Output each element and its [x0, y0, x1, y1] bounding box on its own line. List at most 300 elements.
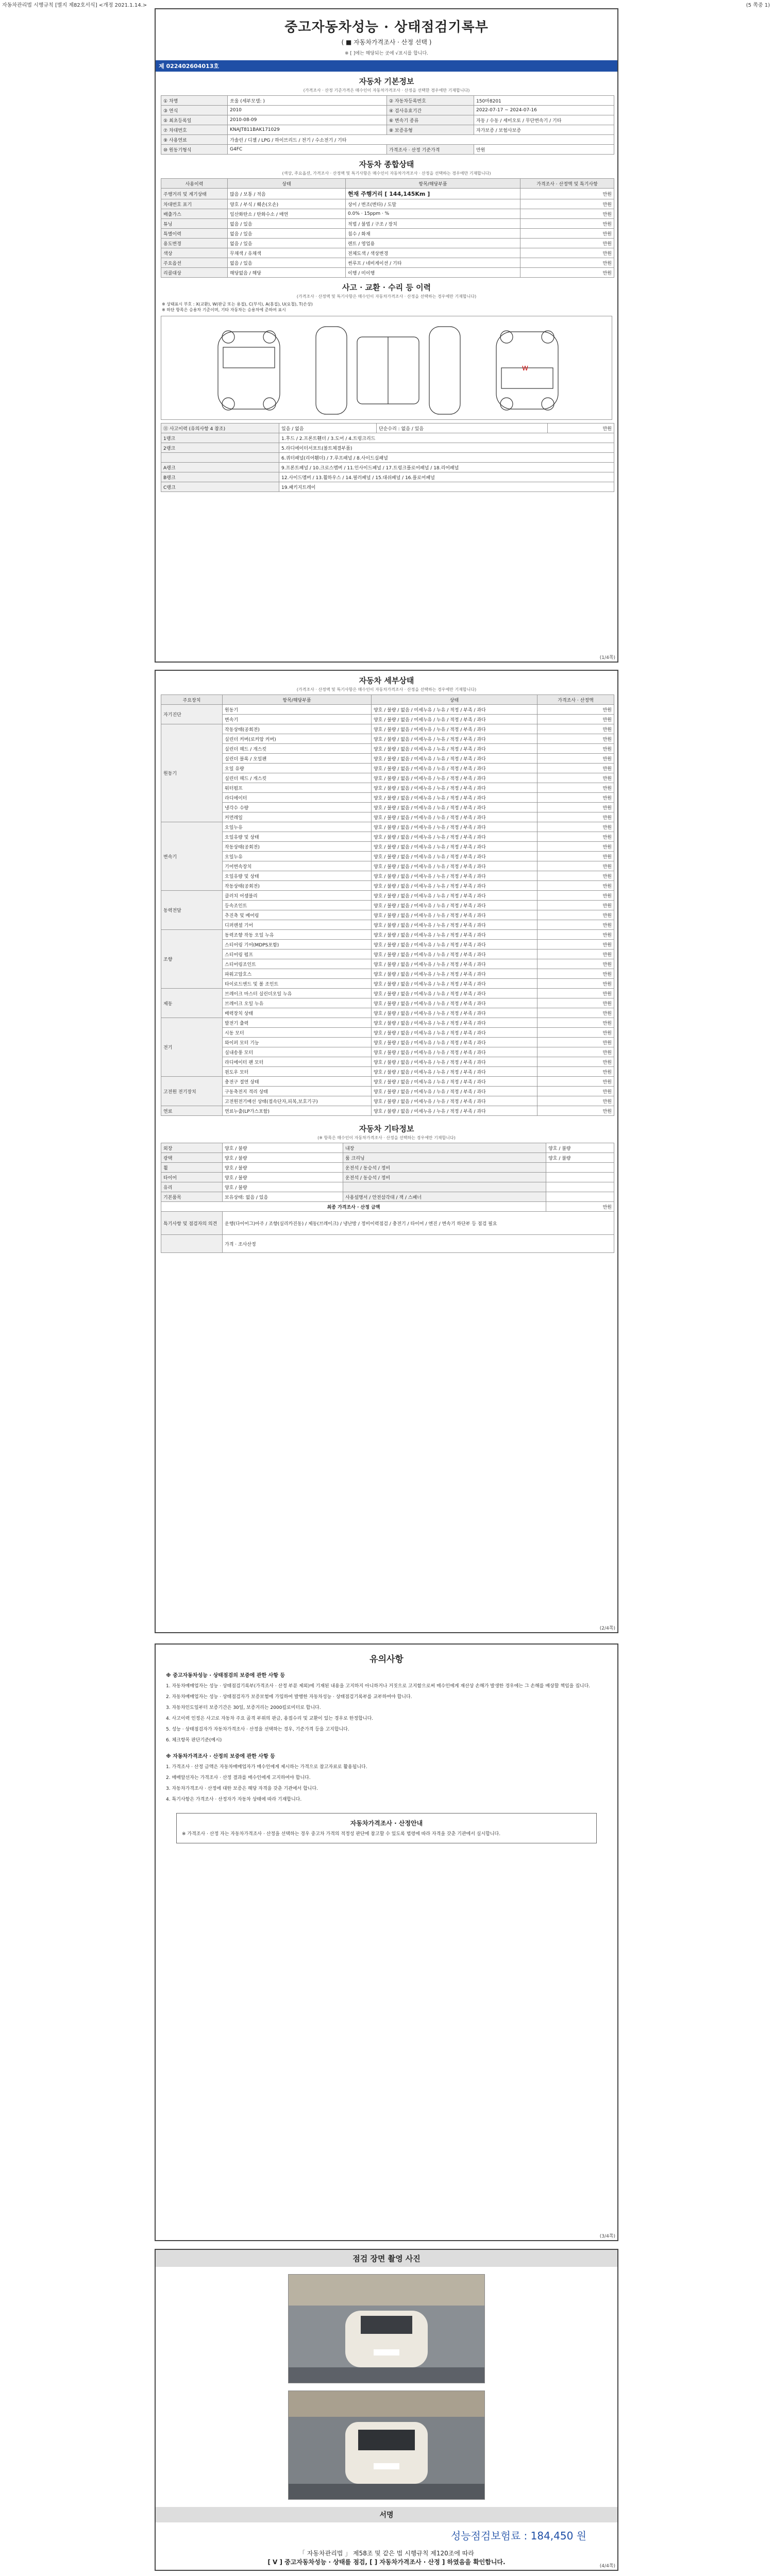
part-name: 구동축전지 격리 상태	[223, 1087, 372, 1096]
row-state: 없음 / 있음	[228, 239, 346, 248]
table-row	[161, 891, 614, 901]
part-name: 실린더 커버(로커암 커버)	[223, 734, 372, 744]
value-fuel: 가솔린 / 디젤 / LPG / 하이브리드 / 전기 / 수소전기 / 기타	[228, 135, 614, 145]
part-status: 양호 / 불량 / 없음 / 미세누유 / 누유 / 적정 / 부족 / 과다	[372, 783, 537, 793]
part-name: 추진축 및 베어링	[223, 910, 372, 920]
table-row	[161, 724, 614, 734]
other-value-2	[546, 1163, 614, 1173]
document-title: 중고자동차성능 · 상태점검기록부	[284, 20, 489, 35]
part-name: 실린더 블록 / 오일팬	[223, 754, 372, 764]
part-price: 만원	[537, 920, 614, 930]
part-status: 양호 / 불량 / 없음 / 미세누유 / 누유 / 적정 / 부족 / 과다	[372, 1008, 537, 1018]
row-detail: 0.0% · 15ppm · %	[346, 209, 520, 219]
device-name: 제동	[161, 989, 223, 1018]
table-row	[161, 822, 614, 832]
row-state: 없음 / 있음	[228, 219, 346, 229]
table-row	[161, 959, 614, 969]
part-name: 파워고압호스	[223, 969, 372, 979]
price-guide-title: 자동차가격조사 · 산정안내	[350, 1820, 423, 1827]
part-price: 만원	[537, 959, 614, 969]
rank-label	[161, 453, 279, 463]
other-value: 양호 / 불량	[223, 1153, 343, 1163]
part-price: 만원	[537, 969, 614, 979]
table-row	[161, 754, 614, 764]
part-price: 만원	[537, 705, 614, 715]
table-row	[161, 744, 614, 754]
rank-parts: 5.라디에이터서포트(볼트체결부품)	[279, 443, 614, 453]
part-name: 연료누출(LP가스포함)	[223, 1106, 372, 1116]
part-price: 만원	[537, 812, 614, 822]
page-2	[155, 670, 618, 1633]
total-label: 최종 가격조사 · 산정 금액	[161, 1202, 546, 1212]
table-row	[161, 443, 614, 453]
other-note: (※ 항목은 매수인이 자동차가격조사 · 산정을 선택하는 경우에만 기재합니다)	[317, 1136, 456, 1140]
form-reference: 자동차관리법 시행규칙 [별지 제82호서식] <개정 2021.1.14.>	[2, 3, 147, 8]
note-paragraph: 5. 성능 · 상태점검자가 자동차가격조사 · 산정을 선택하는 경우, 기준가격 등을 고지합니다.	[166, 1727, 349, 1732]
label-warranty: ⑧ 보증유형	[387, 125, 474, 135]
table-row	[161, 1008, 614, 1018]
special-value: 운행(다이어그)아주 / 조향(실리카진동) / 제동(브레이크) / 냉난방 / 정비이력점검 / 충전기 / 타이어 / 엔진 / 변속기 하단부 등 점검 필요	[223, 1212, 614, 1235]
other-title: 자동차 기타정보	[359, 1124, 414, 1133]
page-count: (5 쪽중 1)	[746, 3, 770, 8]
rank-parts: 12.사이드멤버 / 13.휠하우스 / 14.필러패널 / 15.대쉬패널 / 16.플로어패널	[279, 472, 614, 482]
row-detail: 상이 / 변조(변타) / 도말	[346, 199, 520, 209]
table-row	[161, 861, 614, 871]
row-state: 해당없음 / 해당	[228, 268, 346, 278]
total-value: 만원	[546, 1202, 614, 1212]
row-label: 색상	[161, 248, 228, 258]
part-status: 양호 / 불량 / 없음 / 미세누유 / 누유 / 적정 / 부족 / 과다	[372, 852, 537, 861]
table-row	[161, 106, 614, 115]
overview-table	[161, 178, 614, 278]
part-status: 양호 / 불량 / 없음 / 미세누유 / 누유 / 적정 / 부족 / 과다	[372, 1067, 537, 1077]
other-value: 양호 / 불량	[223, 1163, 343, 1173]
row-label: 주요옵션	[161, 258, 228, 268]
other-label: 외장	[161, 1143, 223, 1153]
value-base-price: 만원	[474, 145, 614, 155]
label-inspection: ④ 검사유효기간	[387, 106, 474, 115]
table-row	[161, 842, 614, 852]
other-value: 보유상태: 없음 / 있음	[223, 1192, 343, 1202]
part-name: 작동상태(공회전)	[223, 881, 372, 891]
overview-title: 자동차 종합상태	[359, 160, 414, 169]
other-value-2	[546, 1173, 614, 1182]
part-status: 양호 / 불량 / 없음 / 미세누유 / 누유 / 적정 / 부족 / 과다	[372, 998, 537, 1008]
part-status: 양호 / 불량 / 없음 / 미세누유 / 누유 / 적정 / 부족 / 과다	[372, 842, 537, 852]
note-paragraph: 4. 특기사항은 가격조사 · 산정자가 자동차 상태에 따라 기재합니다.	[166, 1797, 302, 1802]
table-row	[161, 433, 614, 443]
row-state: 무채색 / 유채색	[228, 248, 346, 258]
other-label-2: 내장	[343, 1143, 546, 1153]
label-car-name: ① 차명	[161, 96, 228, 106]
part-price: 만원	[537, 852, 614, 861]
note-paragraph: 1. 가격조사 · 산정 금액은 자동차매매업자가 매수인에게 제시하는 가격으로 참고자료로 활용됩니다.	[166, 1765, 367, 1770]
page-number: (4/4쪽)	[599, 2564, 615, 2569]
row-detail: 렌트 / 영업용	[346, 239, 520, 248]
document-subtitle: ( ■ 자동차가격조사 · 산정 선택 )	[341, 39, 432, 46]
other-table	[161, 1143, 614, 1253]
row-unit: 만원	[520, 219, 614, 229]
table-row	[161, 1235, 614, 1253]
part-price: 만원	[537, 998, 614, 1008]
row-unit: 만원	[520, 239, 614, 248]
part-name: 배력장치 상태	[223, 1008, 372, 1018]
part-price: 만원	[537, 1087, 614, 1096]
other-label-2: 운전석 / 동승석 / 정비	[343, 1173, 546, 1182]
part-name: 등속조인트	[223, 901, 372, 910]
price-guide-box	[176, 1813, 597, 1843]
other-value: 양호 / 불량	[223, 1173, 343, 1182]
law-statement-2: [ V ] 중고자동차성능 · 상태를 점검, [ ] 자동차가격조사 · 산정 ] 하였음을 확인합니다.	[267, 2558, 506, 2566]
row-label: 특별이력	[161, 229, 228, 239]
part-price: 만원	[537, 1067, 614, 1077]
part-status: 양호 / 불량 / 없음 / 미세누유 / 누유 / 적정 / 부족 / 과다	[372, 959, 537, 969]
part-name: 발전기 출력	[223, 1018, 372, 1028]
row-unit: 만원	[520, 209, 614, 219]
table-row	[161, 1038, 614, 1047]
row-label: 주행거리 및 계기상태	[161, 189, 228, 199]
part-status: 양호 / 불량 / 없음 / 미세누유 / 누유 / 적정 / 부족 / 과다	[372, 773, 537, 783]
part-status: 양호 / 불량 / 없음 / 미세누유 / 누유 / 적정 / 부족 / 과다	[372, 920, 537, 930]
part-price: 만원	[537, 950, 614, 959]
table-row	[161, 881, 614, 891]
part-status: 양호 / 불량 / 없음 / 미세누유 / 누유 / 적정 / 부족 / 과다	[372, 1038, 537, 1047]
part-status: 양호 / 불량 / 없음 / 미세누유 / 누유 / 적정 / 부족 / 과다	[372, 822, 537, 832]
table-row	[161, 764, 614, 773]
rank-parts: 9.프론트패널 / 10.크로스멤버 / 11.인사이드패널 / 17.트렁크플로어패널 / 18.리어패널	[279, 463, 614, 472]
other-value: 양호 / 불량	[223, 1182, 343, 1192]
part-name: 충전구 절연 상태	[223, 1077, 372, 1087]
sign-title: 서명	[156, 2507, 617, 2522]
accident-repair: 단순수리 : 없음 / 있음	[377, 423, 548, 433]
table-row	[161, 871, 614, 881]
part-status: 양호 / 불량 / 없음 / 미세누유 / 누유 / 적정 / 부족 / 과다	[372, 901, 537, 910]
row-unit: 만원	[520, 229, 614, 239]
row-unit: 만원	[520, 268, 614, 278]
document-number: 제 022402604013호	[156, 60, 617, 72]
part-name: 라디에이터 팬 모터	[223, 1057, 372, 1067]
page-number: (1/4쪽)	[599, 655, 615, 660]
rank-label: B랭크	[161, 472, 279, 482]
note-paragraph: 3. 자동차인도일부터 보증기간은 30일, 보증거리는 2000킬로미터로 합니다.	[166, 1705, 321, 1710]
col-state: 상태	[228, 179, 346, 189]
other-value-2	[546, 1192, 614, 1202]
other-value: 양호 / 불량	[223, 1143, 343, 1153]
rank-parts: 6.쿼터패널(리어휀더) / 7.루프패널 / 8.사이드실패널	[279, 453, 614, 463]
part-price: 만원	[537, 1008, 614, 1018]
table-row	[161, 998, 614, 1008]
part-name: 디퍼렌셜 기어	[223, 920, 372, 930]
table-row	[161, 1202, 614, 1212]
other-label-2: 운전석 / 동승석 / 정비	[343, 1163, 546, 1173]
detail-note: (가격조사 · 산정액 및 특기사항은 매수인이 자동차가격조사 · 산정을 선택하는 경우에만 기재합니다)	[296, 687, 477, 692]
table-row	[161, 940, 614, 950]
part-status: 양호 / 불량 / 없음 / 미세누유 / 누유 / 적정 / 부족 / 과다	[372, 744, 537, 754]
table-row	[161, 1163, 614, 1173]
table-row	[161, 901, 614, 910]
row-state: 없음 / 있음	[228, 229, 346, 239]
table-row	[161, 189, 614, 199]
note-paragraph: 4. 사고이력 인정은 사고로 자동차 주요 골격 부위의 판금, 용접수리 및 교환이 있는 경우로 한정합니다.	[166, 1716, 374, 1721]
page-1	[155, 8, 618, 663]
col-history: 사용이력	[161, 179, 228, 189]
part-status: 양호 / 불량 / 없음 / 미세누유 / 누유 / 적정 / 부족 / 과다	[372, 793, 537, 803]
label-vin: ⑦ 차대번호	[161, 125, 228, 135]
part-price: 만원	[537, 744, 614, 754]
other-label-2: 사용설명서 / 안전삼각대 / 잭 / 스패너	[343, 1192, 546, 1202]
row-unit: 만원	[520, 258, 614, 268]
part-price: 만원	[537, 1047, 614, 1057]
rank-label: A랭크	[161, 463, 279, 472]
table-row	[161, 803, 614, 812]
detail-table	[161, 694, 614, 1116]
note-paragraph: 2. 매매알선자는 가격조사 · 산정 결과를 매수인에게 고지하여야 합니다.	[166, 1775, 311, 1781]
col-price: 가격조사 · 산정액 및 특기사항	[520, 179, 614, 189]
special-value-2: 가격 · 조사산정	[223, 1235, 614, 1253]
row-state: 없음 / 있음	[228, 258, 346, 268]
value-warranty: 자가보증 / 보험사보증	[474, 125, 614, 135]
part-status: 양호 / 불량 / 없음 / 미세누유 / 누유 / 적정 / 부족 / 과다	[372, 1018, 537, 1028]
label-engine: ⑩ 원동기형식	[161, 145, 228, 155]
part-status: 양호 / 불량 / 없음 / 미세누유 / 누유 / 적정 / 부족 / 과다	[372, 861, 537, 871]
row-label: 차대번호 표기	[161, 199, 228, 209]
table-row	[161, 472, 614, 482]
part-status: 양호 / 불량 / 없음 / 미세누유 / 누유 / 적정 / 부족 / 과다	[372, 715, 537, 724]
part-name: 실린더 헤드 / 개스킷	[223, 744, 372, 754]
col-item: 항목/해당부품	[346, 179, 520, 189]
part-status: 양호 / 불량 / 없음 / 미세누유 / 누유 / 적정 / 부족 / 과다	[372, 1057, 537, 1067]
table-row	[161, 1018, 614, 1028]
part-status: 양호 / 불량 / 없음 / 미세누유 / 누유 / 적정 / 부족 / 과다	[372, 881, 537, 891]
row-detail: 적법 / 불법 / 구조 / 장치	[346, 219, 520, 229]
part-name: 원동기	[223, 705, 372, 715]
law-statement-1: 「 자동차관리법 」 제58조 및 같은 법 시행규칙 제120조에 따라	[299, 2550, 474, 2557]
other-value-2: 양호 / 불량	[546, 1143, 614, 1153]
svg-text:W: W	[522, 365, 528, 372]
insurance-cost: 성능점검보험료 : 184,450 원	[450, 2530, 586, 2542]
table-row	[161, 125, 614, 135]
special-label: 특기사항 및 점검자의 의견	[161, 1212, 223, 1235]
part-price: 만원	[537, 1057, 614, 1067]
part-status: 양호 / 불량 / 없음 / 미세누유 / 누유 / 적정 / 부족 / 과다	[372, 979, 537, 989]
table-row	[161, 773, 614, 783]
table-row	[161, 979, 614, 989]
col-part: 항목/해당부품	[223, 695, 372, 705]
part-name: 타이로드엔드 및 볼 조인트	[223, 979, 372, 989]
value-car-name: 쏘울 (세부모델: )	[228, 96, 387, 106]
row-label: 용도변경	[161, 239, 228, 248]
table-row	[161, 1153, 614, 1163]
car-photo-icon	[289, 2275, 484, 2383]
table-row	[161, 1047, 614, 1057]
accident-unit: 만원	[548, 423, 614, 433]
accident-table	[161, 423, 614, 492]
label-transmission: ⑥ 변속기 종류	[387, 115, 474, 125]
page-number: (3/4쪽)	[599, 2234, 615, 2239]
part-name: 라디에이터	[223, 793, 372, 803]
other-label-2	[343, 1182, 546, 1192]
col-price: 가격조사 · 산정액	[537, 695, 614, 705]
row-state: 양호 / 부식 / 훼손(오손)	[228, 199, 346, 209]
table-row	[161, 793, 614, 803]
part-name: 실린더 헤드 / 개스킷	[223, 773, 372, 783]
part-name: 스티어링조인트	[223, 959, 372, 969]
part-name: 윈도우 모터	[223, 1067, 372, 1077]
device-name: 동력전달	[161, 891, 223, 930]
part-name: 브레이크 마스터 실린더오일 누유	[223, 989, 372, 998]
notes-title: 유의사항	[369, 1654, 404, 1665]
other-label: 광택	[161, 1153, 223, 1163]
table-row	[161, 115, 614, 125]
row-detail: 이행 / 미이행	[346, 268, 520, 278]
table-row	[161, 423, 614, 433]
row-unit: 만원	[520, 199, 614, 209]
device-name: 원동기	[161, 724, 223, 822]
inspection-photo-rear	[288, 2391, 485, 2500]
accident-note: (가격조사 · 산정액 및 특기사항은 매수인이 자동차가격조사 · 산정을 선택하는 경우에만 기재합니다)	[296, 294, 477, 299]
part-price: 만원	[537, 842, 614, 852]
table-row	[161, 1067, 614, 1077]
accident-legend-2: ※ 하단 항목은 승용차 기준이며, 기타 자동차는 승용차에 준하여 표시	[162, 308, 286, 312]
part-price: 만원	[537, 891, 614, 901]
table-row	[161, 1212, 614, 1235]
part-status: 양호 / 불량 / 없음 / 미세누유 / 누유 / 적정 / 부족 / 과다	[372, 940, 537, 950]
part-price: 만원	[537, 764, 614, 773]
table-row	[161, 209, 614, 219]
photo-title: 점검 장면 촬영 사진	[156, 2250, 617, 2267]
table-row	[161, 453, 614, 463]
part-status: 양호 / 불량 / 없음 / 미세누유 / 누유 / 적정 / 부족 / 과다	[372, 734, 537, 744]
part-status: 양호 / 불량 / 없음 / 미세누유 / 누유 / 적정 / 부족 / 과다	[372, 891, 537, 901]
table-row	[161, 715, 614, 724]
part-price: 만원	[537, 783, 614, 793]
row-unit: 만원	[520, 189, 614, 199]
accident-legend: ※ 상태표시 부호 : X(교환), W(판금 또는 용접), C(부식), A(흠집), U(요철), T(손상)	[162, 302, 313, 307]
notes-block-2	[156, 1764, 617, 1804]
label-fuel: ⑨ 사용연료	[161, 135, 228, 145]
part-price: 만원	[537, 861, 614, 871]
rank-parts: 1.후드 / 2.프론트휀더 / 3.도어 / 4.트렁크리드	[279, 433, 614, 443]
table-row	[161, 1087, 614, 1096]
table-row	[161, 1173, 614, 1182]
table-row	[161, 219, 614, 229]
part-price: 만원	[537, 1038, 614, 1047]
value-reg-number: 150마8201	[474, 96, 614, 106]
part-price: 만원	[537, 1028, 614, 1038]
part-name: 와이퍼 모터 기능	[223, 1038, 372, 1047]
table-row	[161, 832, 614, 842]
table-row	[161, 705, 614, 715]
value-engine: G4FC	[228, 145, 387, 155]
part-name: 스티어링 펌프	[223, 950, 372, 959]
table-row	[161, 199, 614, 209]
table-header	[161, 179, 614, 189]
row-detail: 전체도색 / 색상변경	[346, 248, 520, 258]
part-status: 양호 / 불량 / 없음 / 미세누유 / 누유 / 적정 / 부족 / 과다	[372, 812, 537, 822]
note-paragraph: 6. 체크항목 판단기준(예시)	[166, 1738, 222, 1743]
notes-section-1: ※ 중고자동차성능 · 상태점검의 보증에 관한 사항 등	[166, 1673, 285, 1679]
row-state: 일산화탄소 / 탄화수소 / 매연	[228, 209, 346, 219]
price-guide-text: ※ 가격조사 · 산정 자는 자동차가격조사 · 산정을 선택하는 경우 중고차 가격의 적정성 판단에 참고할 수 있도록 법령에 따라 자격을 갖춘 기관에서 실시합니다.	[182, 1832, 501, 1837]
accident-history-value: 있음 / 없음	[279, 423, 377, 433]
page-3	[155, 1643, 618, 2241]
table-row	[161, 1106, 614, 1116]
checkmark-notice: ※ [ ]에는 해당되는 곳에 √표시를 합니다.	[344, 51, 429, 56]
row-unit: 만원	[520, 248, 614, 258]
table-row	[161, 248, 614, 258]
col-device: 주요장치	[161, 695, 223, 705]
device-name: 고전원 전기장치	[161, 1077, 223, 1106]
table-row	[161, 734, 614, 744]
table-row	[161, 950, 614, 959]
part-status: 양호 / 불량 / 없음 / 미세누유 / 누유 / 적정 / 부족 / 과다	[372, 969, 537, 979]
part-price: 만원	[537, 734, 614, 744]
other-label: 유리	[161, 1182, 223, 1192]
part-status: 양호 / 불량 / 없음 / 미세누유 / 누유 / 적정 / 부족 / 과다	[372, 989, 537, 998]
rank-parts: 19.패키지트레이	[279, 482, 614, 492]
basic-info-note: (가격조사 · 산정 기준가격은 매수인이 자동차가격조사 · 산정을 선택한 경우에만 기재합니다)	[303, 88, 470, 93]
car-diagram	[161, 316, 612, 420]
label-year: ③ 연식	[161, 106, 228, 115]
top-bar	[0, 0, 773, 7]
other-label-2: 룸 크리닝	[343, 1153, 546, 1163]
basic-info-table	[161, 95, 614, 155]
table-row	[161, 1192, 614, 1202]
table-row	[161, 239, 614, 248]
part-price: 만원	[537, 930, 614, 940]
page-number: (2/4쪽)	[599, 1626, 615, 1631]
value-first-reg: 2010-08-09	[228, 115, 387, 125]
part-price: 만원	[537, 871, 614, 881]
page-4	[155, 2249, 618, 2571]
part-price: 만원	[537, 715, 614, 724]
part-name: 오일누유	[223, 822, 372, 832]
row-label: 튜닝	[161, 219, 228, 229]
table-row	[161, 463, 614, 472]
table-row	[161, 135, 614, 145]
row-detail: 현재 주행거리 [ 144,145Km ]	[346, 189, 520, 199]
rank-label: C랭크	[161, 482, 279, 492]
part-status: 양호 / 불량 / 없음 / 미세누유 / 누유 / 적정 / 부족 / 과다	[372, 930, 537, 940]
rank-label: 1랭크	[161, 433, 279, 443]
car-photo-icon	[289, 2391, 484, 2499]
part-status: 양호 / 불량 / 없음 / 미세누유 / 누유 / 적정 / 부족 / 과다	[372, 950, 537, 959]
part-price: 만원	[537, 901, 614, 910]
part-name: 오일유량 및 상태	[223, 871, 372, 881]
table-row	[161, 910, 614, 920]
part-name: 작동상태(공회전)	[223, 724, 372, 734]
part-name: 실내송풍 모터	[223, 1047, 372, 1057]
table-row	[161, 1143, 614, 1153]
table-row	[161, 989, 614, 998]
table-row	[161, 783, 614, 793]
part-name: 오일 유량	[223, 764, 372, 773]
table-row	[161, 145, 614, 155]
row-label: 배출가스	[161, 209, 228, 219]
part-status: 양호 / 불량 / 없음 / 미세누유 / 누유 / 적정 / 부족 / 과다	[372, 1087, 537, 1096]
basic-info-title: 자동차 기본정보	[359, 77, 414, 86]
table-row	[161, 930, 614, 940]
part-status: 양호 / 불량 / 없음 / 미세누유 / 누유 / 적정 / 부족 / 과다	[372, 1047, 537, 1057]
part-name: 기어변속장치	[223, 861, 372, 871]
other-label: 타이어	[161, 1173, 223, 1182]
part-name: 변속기	[223, 715, 372, 724]
part-price: 만원	[537, 822, 614, 832]
part-price: 만원	[537, 1096, 614, 1106]
label-base-price: 가격조사 · 산정 기준가격	[387, 145, 474, 155]
note-paragraph: 1. 자동차매매업자는 성능 · 상태점검기록부(가격조사 · 산정 부분 제외)에 기재된 내용을 고지하지 아니하거나 거짓으로 고지함으로써 매수인에게 재산상 손해가 발생한 경우에는 그 손해를 배상할 책임을 집니다.	[166, 1684, 591, 1689]
table-row	[161, 229, 614, 239]
